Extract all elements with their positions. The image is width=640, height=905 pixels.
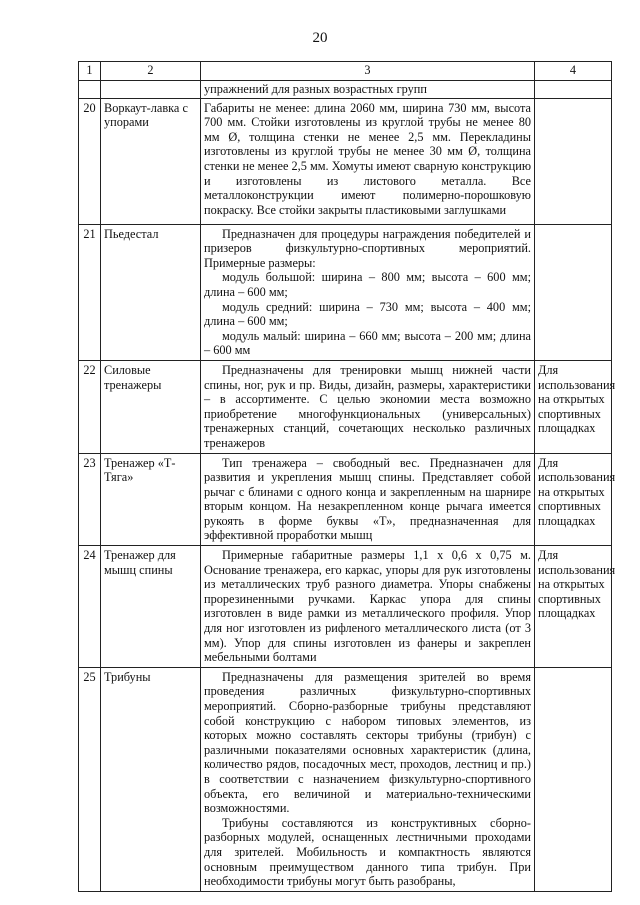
table-row xyxy=(79,224,612,360)
table-row xyxy=(79,453,612,546)
item-note xyxy=(535,667,612,891)
row-number: 20 xyxy=(79,98,101,224)
item-name: Трибуны xyxy=(101,667,201,891)
description-paragraph: Тип тренажера – свободный вес. Предназначен для развития и укрепления мышц спины. Представляет собой рычаг с блинами с одного конца и закрепленным на шарнире вторым концом. На незакрепленном конце рычага имеется рукоять в форме буквы «Т», предназначенная для эффективной проработки мышц xyxy=(204,455,531,543)
column-header: 2 xyxy=(101,62,201,81)
item-note xyxy=(535,98,612,224)
column-header: 3 xyxy=(201,62,535,81)
row-number: 21 xyxy=(79,224,101,360)
item-description xyxy=(201,546,535,668)
equipment-table xyxy=(78,61,616,892)
column-header: 1 xyxy=(79,62,101,81)
table-header-row xyxy=(79,62,612,81)
item-note: Для использования на открытых спортивных площадках xyxy=(535,360,612,453)
table-row xyxy=(79,546,612,668)
item-name: Тренажер для мышц спины xyxy=(101,546,201,668)
row-number: 22 xyxy=(79,360,101,453)
table-row xyxy=(79,667,612,891)
item-description xyxy=(201,360,535,453)
table-row xyxy=(79,98,612,224)
description-paragraph: Предназначен для процедуры награждения победителей и призеров физкультурно-спортивных мероприятий. Примерные размеры: xyxy=(204,226,531,270)
item-name: Силовые тренажеры xyxy=(101,360,201,453)
column-header: 4 xyxy=(535,62,612,81)
description-paragraph: Трибуны составляются из конструктивных сборно-разборных модулей, оснащенных лестничными проходами для зрителей. Мобильность и компактность являются основным преимуществом данного типа трибун. При необходимости трибуны могут быть разобраны, xyxy=(204,815,531,889)
description-paragraph: модуль большой: ширина – 800 мм; высота – 600 мм; длина – 600 мм; xyxy=(204,270,531,299)
item-name: Пьедестал xyxy=(101,224,201,360)
item-note: Для использования на открытых спортивных площадках xyxy=(535,546,612,668)
description-paragraph: Предназначены для размещения зрителей во время проведения различных физкультурно-спортивных мероприятий. Сборно-разборные трибуны представляют собой конструкцию с набором типовых элементов, из которых можно составлять секторы трибуны (трибун) с различными показателями основных характеристик (длина, количество рядов, посадочных мест, проходов, лестниц и пр.) в соответствии с назначением физкультурно-спортивного объекта, его величиной и материально-техническими возможностями. xyxy=(204,669,531,816)
item-note: Для использования на открытых спортивных площадках xyxy=(535,453,612,546)
item-description xyxy=(201,453,535,546)
table-row-continuation xyxy=(79,81,612,99)
item-name: Воркаут-лавка с упорами xyxy=(101,98,201,224)
table-row xyxy=(79,360,612,453)
page-number: 20 xyxy=(312,30,328,46)
description-paragraph: модуль средний: ширина – 730 мм; высота – 400 мм; длина – 600 мм; xyxy=(204,299,531,329)
row-number: 23 xyxy=(79,453,101,546)
item-description xyxy=(201,224,535,360)
description-paragraph: Примерные габаритные размеры 1,1 х 0,6 х 0,75 м. Основание тренажера, его каркас, упоры для рук изготовлены из металлических труб разного диаметра. Упоры снабжены прорезиненными ручками. Каркас упора для спины изготовлен в виде рамки из металлического профиля. Упор для ног изготовлен из рифленого металлического листа (от 3 мм). Упор для спины изготовлен из фанеры и закреплен мебельными болтами xyxy=(204,548,531,665)
row-number: 25 xyxy=(79,667,101,891)
item-note xyxy=(535,224,612,360)
description-paragraph: Габариты не менее: длина 2060 мм, ширина 730 мм, высота 700 мм. Стойки изготовлены из круглой трубы не менее 80 мм Ø, толщина стенки не менее 2,5 мм. Перекладины изготовлены из круглой трубы не менее 30 мм Ø, толщина стенки не менее 2,5 мм. Хомуты имеют сварную конструкцию и изготовлены из листового металла. Все металлоконструкции имеют полимерно-порошковую покраску. Все стойки закрыты пластиковыми заглушками xyxy=(204,100,531,217)
item-description xyxy=(201,667,535,891)
item-description xyxy=(201,98,535,224)
row-number: 24 xyxy=(79,546,101,668)
item-name: Тренажер «Т-Тяга» xyxy=(101,453,201,546)
description-paragraph: модуль малый: ширина – 660 мм; высота – 200 мм; длина – 600 мм xyxy=(204,328,531,358)
description-paragraph: Предназначены для тренировки мышц нижней части спины, ног, рук и пр. Виды, дизайн, размеры, характеристики – в ассортименте. С целью экономии места возможно приобретение многофункциональных (универсальных) тренажерных станций, сочетающих несколько различных тренажеров xyxy=(204,362,531,450)
continuation-text: упражнений для разных возрастных групп xyxy=(201,81,535,99)
